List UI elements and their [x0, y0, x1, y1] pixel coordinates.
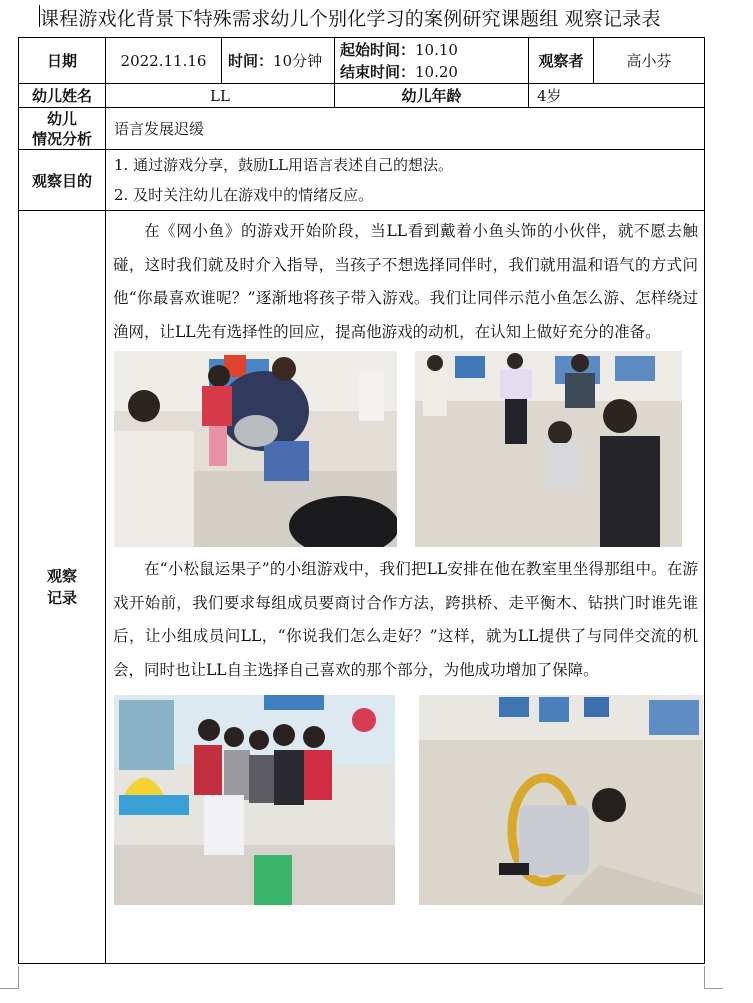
record-paragraph-2: 在“小松鼠运果子”的小组游戏中，我们把LL安排在他在教室里坐得那组中。在游戏开始前，我们要求每组成员要商讨合作方法，跨拱桥、走平衡木、钻拱门时谁先谁后，让小组成员问LL，“你说我们怎么走好？”这样，就为LL提供了与同伴交流的机会，同时也让LL自主选择自己喜欢的那个部分，为他成功增加了保障。	[113, 560, 698, 679]
time-range-cell	[335, 38, 529, 84]
purpose-list	[106, 150, 705, 211]
row-child	[19, 84, 705, 108]
child-age-label: 幼儿年龄	[335, 84, 529, 108]
page-corner-right	[704, 966, 723, 989]
row-analysis	[19, 108, 705, 150]
child-age-value: 4岁	[529, 84, 705, 108]
text-cursor	[39, 5, 40, 27]
analysis-label	[19, 108, 106, 150]
date-value: 2022.11.16	[106, 38, 222, 84]
game-photo-1	[114, 351, 397, 547]
photo-row-1	[113, 351, 698, 551]
game-photo-2	[415, 351, 682, 547]
row-record	[19, 211, 705, 964]
observer-label: 观察者	[529, 38, 594, 84]
game-photo-4	[419, 695, 703, 905]
row-date	[19, 38, 705, 84]
start-value: 10.10	[415, 40, 458, 59]
record-label	[19, 211, 106, 964]
child-name-label: 幼儿姓名	[19, 84, 106, 108]
duration-value: 10分钟	[273, 52, 323, 70]
record-paragraph-1: 在《网小鱼》的游戏开始阶段，当LL看到戴着小鱼头饰的小伙伴，就不愿去触碰，这时我们就及时介入指导，当孩子不想选择同伴时，我们就用温和语气的方式问他“你最喜欢谁呢？”逐渐地将孩子带入游戏。我们让同伴示范小鱼怎么游、怎样绕过渔网，让LL先有选择性的回应，提高他游戏的动机，在认知上做好充分的准备。	[113, 222, 698, 341]
record-label-line1: 观察	[46, 567, 77, 585]
record-content	[106, 211, 705, 964]
child-name-value: LL	[106, 84, 335, 108]
purpose-label: 观察目的	[19, 150, 106, 211]
purpose-item: 1. 通过游戏分享，鼓励LL用语言表述自己的想法。	[114, 156, 454, 174]
observer-value: 高小芬	[594, 38, 705, 84]
duration-label: 时间：	[228, 52, 274, 70]
page-corner-left	[0, 966, 19, 989]
document-title: 课程游戏化背景下特殊需求幼儿个别化学习的案例研究课题组 观察记录表	[40, 8, 661, 30]
duration-cell	[222, 38, 335, 84]
analysis-value: 语言发展迟缓	[106, 108, 705, 150]
photo-row-2	[113, 695, 698, 907]
game-photo-3	[114, 695, 395, 905]
row-purpose	[19, 150, 705, 211]
end-label: 结束时间：	[340, 62, 416, 81]
start-label: 起始时间：	[340, 40, 416, 59]
analysis-label-line2: 情况分析	[31, 129, 92, 148]
end-value: 10.20	[415, 62, 458, 81]
analysis-label-line1: 幼儿	[46, 109, 77, 128]
purpose-item: 2. 及时关注幼儿在游戏中的情绪反应。	[114, 186, 374, 204]
date-label: 日期	[19, 38, 106, 84]
observation-table	[18, 37, 705, 964]
record-label-line2: 记录	[46, 589, 77, 607]
